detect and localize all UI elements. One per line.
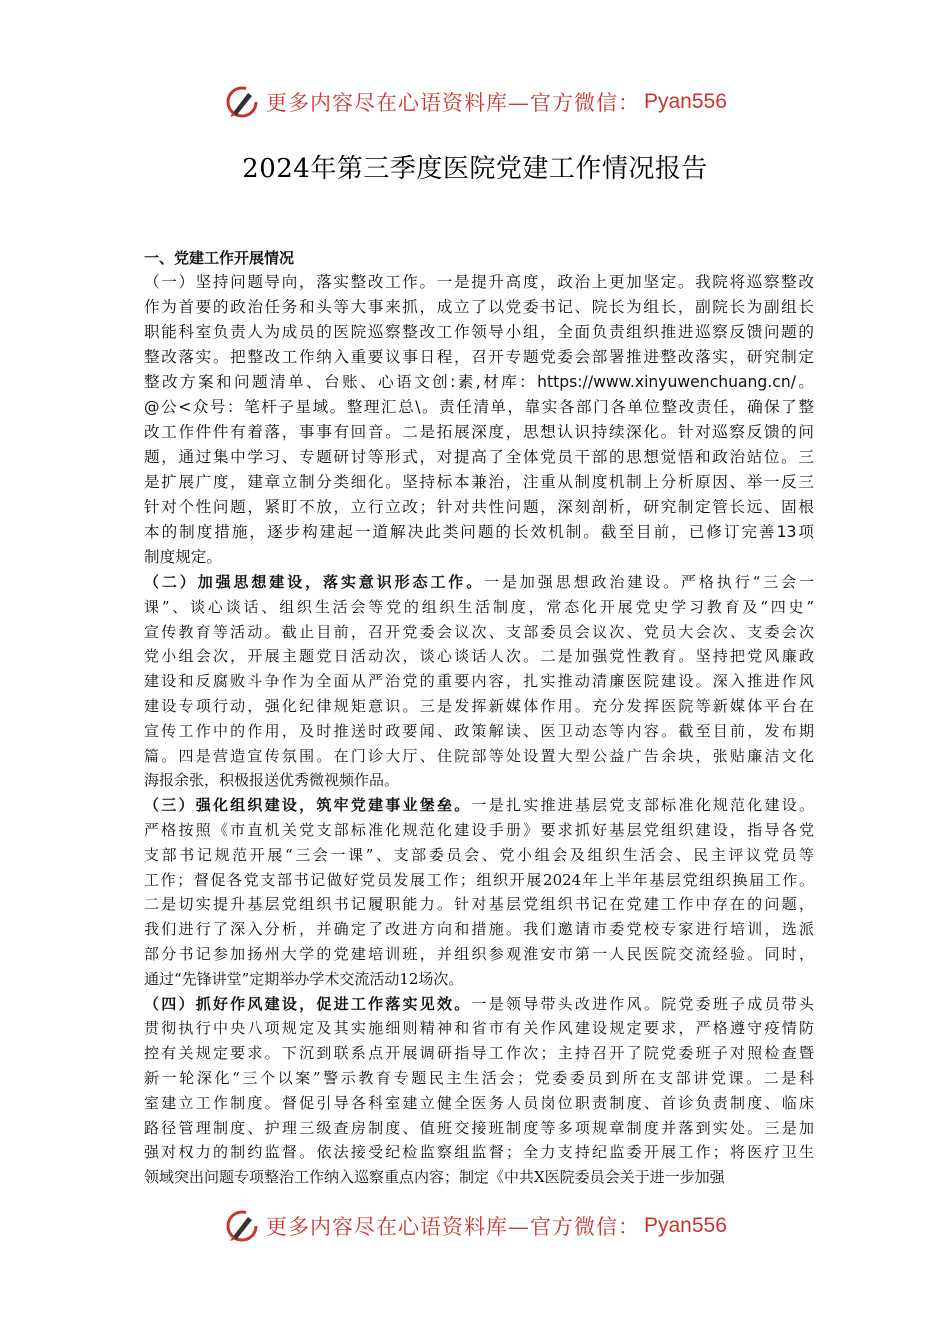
document-body — [144, 246, 814, 1190]
banner-wechat-id: Pyan556 — [644, 90, 727, 113]
paragraph-lead: （三）强化组织建设，筑牢党建事业堡垒。 — [144, 796, 472, 815]
paragraph-line: 党小组会次，开展主题党日活动次，谈心谈话人次。二是加强党性教育。坚持把党风廉政 — [144, 647, 814, 666]
paragraph-line: 建设和反腐败斗争作为全面从严治党的重要内容，扎实推动清廉医院建设。深入推进作风 — [144, 672, 814, 691]
paragraph-line: 题，通过集中学习、专题研讨等形式，对提高了全体党员干部的思想觉悟和政治站位。三 — [144, 448, 814, 466]
paragraph-3 — [144, 793, 814, 991]
paragraph-line: 篇。四是营造宣传氛围。在门诊大厅、住院部等处设置大型公益广告余块，张贴廉洁文化 — [144, 746, 814, 765]
paragraph-4 — [144, 992, 814, 1190]
paragraph-2 — [144, 570, 814, 793]
paragraph-line: 贯彻执行中央八项规定及其实施细则精神和省市有关作风建设规定要求，严格遵守疫情防 — [144, 1019, 814, 1038]
paragraph-line: （一）坚持问题导向，落实整改工作。一是提升高度，政治上更加坚定。我院将巡察整改 — [144, 273, 814, 291]
paragraph-line: 严格按照《市直机关党支部标准化规范化建设手册》要求抓好基层党组织建设，指导各党 — [144, 820, 814, 839]
paragraph-line: 支部书记规范开展“三会一课”、支部委员会、党小组会及组织生活会、民主评议党员等 — [144, 845, 814, 864]
brush-logo-icon — [224, 1208, 260, 1244]
paragraph-line: 室建立工作制度。督促引导各科室建立健全医务人员岗位职责制度、首诊负责制度、临床 — [144, 1093, 814, 1112]
paragraph-line: 课”、谈心谈话、组织生活会等党的组织生活制度，常态化开展党史学习教育及“四史” — [144, 597, 814, 616]
paragraph-line: 职能科室负责人为成员的医院巡察整改工作领导小组，全面负责组织推进巡察反馈问题的 — [144, 323, 814, 341]
brush-logo-icon — [224, 84, 260, 120]
paragraph-line — [144, 793, 814, 818]
paragraph-lead: （四）抓好作风建设，促进工作落实见效。 — [144, 994, 472, 1013]
paragraph-line: 部分书记参加扬州大学的党建培训班，并组织参观淮安市第一人民医院交流经验。同时， — [144, 944, 814, 963]
paragraph-line — [144, 570, 814, 595]
header-banner — [224, 82, 727, 122]
paragraph-line: 本的制度措施，逐步构建起一道解决此类问题的长效机制。截至目前，已修订完善13项 — [144, 523, 814, 541]
paragraph-text: 一是领导带头改进作风。院党委班子成员带头 — [471, 994, 814, 1013]
paragraph-line: 通过“先锋讲堂”定期举办学术交流活动12场次。 — [144, 969, 464, 988]
paragraph-line: 领域突出问题专项整治工作纳入巡察重点内容；制定《中共X医院委员会关于进一步加强 — [144, 1168, 725, 1187]
paragraph-line — [144, 992, 814, 1017]
paragraph-text: 一是加强思想政治建设。严格执行“三会一 — [484, 573, 814, 591]
banner-wechat-id: Pyan556 — [644, 1214, 727, 1237]
paragraph-line: 宣传工作中的作用，及时推送时政要闻、政策解读、医卫动态等内容。截至目前，发布期 — [144, 721, 814, 740]
paragraph-line: 建设专项行动，强化纪律规矩意识。三是发挥新媒体作用。充分发挥医院等新媒体平台在 — [144, 696, 814, 715]
paragraph-line: @公<众号：笔杆子星域。整理汇总\。责任清单，靠实各部门各单位整改责任，确保了整 — [144, 398, 814, 416]
paragraph-line: 整改落实。把整改工作纳入重要议事日程，召开专题党委会部署推进整改落实，研究制定 — [144, 348, 814, 366]
paragraph-text: 一是扎实推进基层党支部标准化规范化建设。 — [471, 796, 814, 815]
paragraph-line: 海报余张，积极报送优秀微视频作品。 — [144, 771, 400, 790]
paragraph-line: 控有关规定要求。下沉到联系点开展调研指导工作次；主持召开了院党委班子对照检查暨 — [144, 1044, 814, 1063]
paragraph-line: 工作；督促各党支部书记做好党员发展工作；组织开展2024年上半年基层党组织换届工作。 — [144, 870, 814, 889]
paragraph-line: 二是切实提升基层党组织书记履职能力。针对基层党组织书记在党建工作中存在的问题， — [144, 895, 814, 914]
paragraph-line: 路径管理制度、护理三级查房制度、值班交接班制度等多项规章制度并落到实处。三是加 — [144, 1118, 814, 1137]
paragraph-line: 我们进行了深入分析，并确定了改进方向和措施。我们邀请市委党校专家进行培训，选派 — [144, 920, 814, 939]
section-heading: 一、党建工作开展情况 — [144, 249, 295, 267]
footer-banner — [224, 1206, 727, 1246]
paragraph-line: 整改方案和问题清单、台账、心语文创:素,材库：https://www.xinyuwenchuang.cn/。 — [144, 373, 814, 391]
paragraph-1 — [144, 270, 814, 570]
banner-text: 更多内容尽在心语资料库—官方微信： — [266, 91, 640, 115]
paragraph-line: 制度规定。 — [144, 548, 222, 566]
paragraph-lead: （二）加强思想建设，落实意识形态工作。 — [144, 573, 485, 591]
paragraph-line: 针对个性问题，紧盯不放，立行立改；针对共性问题，深刻剖析，研究制定管长远、固根 — [144, 498, 814, 516]
paragraph-line: 是扩展广度，建章立制分类细化。坚持标本兼治，注重从制度机制上分析原因、举一反三 — [144, 473, 814, 491]
banner-text: 更多内容尽在心语资料库—官方微信： — [266, 1215, 640, 1239]
document-title: 2024年第三季度医院党建工作情况报告 — [242, 154, 708, 184]
paragraph-line: 改工作件件有着落，事事有回音。二是拓展深度，思想认识持续深化。针对巡察反馈的问 — [144, 423, 814, 441]
paragraph-line: 宣传教育等活动。截止目前，召开党委会议次、支部委员会议次、党员大会次、支委会次 — [144, 622, 814, 641]
paragraph-line: 新一轮深化“三个以案”警示教育专题民主生活会；党委委员到所在支部讲党课。二是科 — [144, 1068, 814, 1087]
paragraph-line: 作为首要的政治任务和头等大事来抓，成立了以党委书记、院长为组长，副院长为副组长 — [144, 298, 814, 316]
paragraph-line: 强对权力的制约监督。依法接受纪检监察组监督；全力支持纪监委开展工作；将医疗卫生 — [144, 1143, 814, 1162]
